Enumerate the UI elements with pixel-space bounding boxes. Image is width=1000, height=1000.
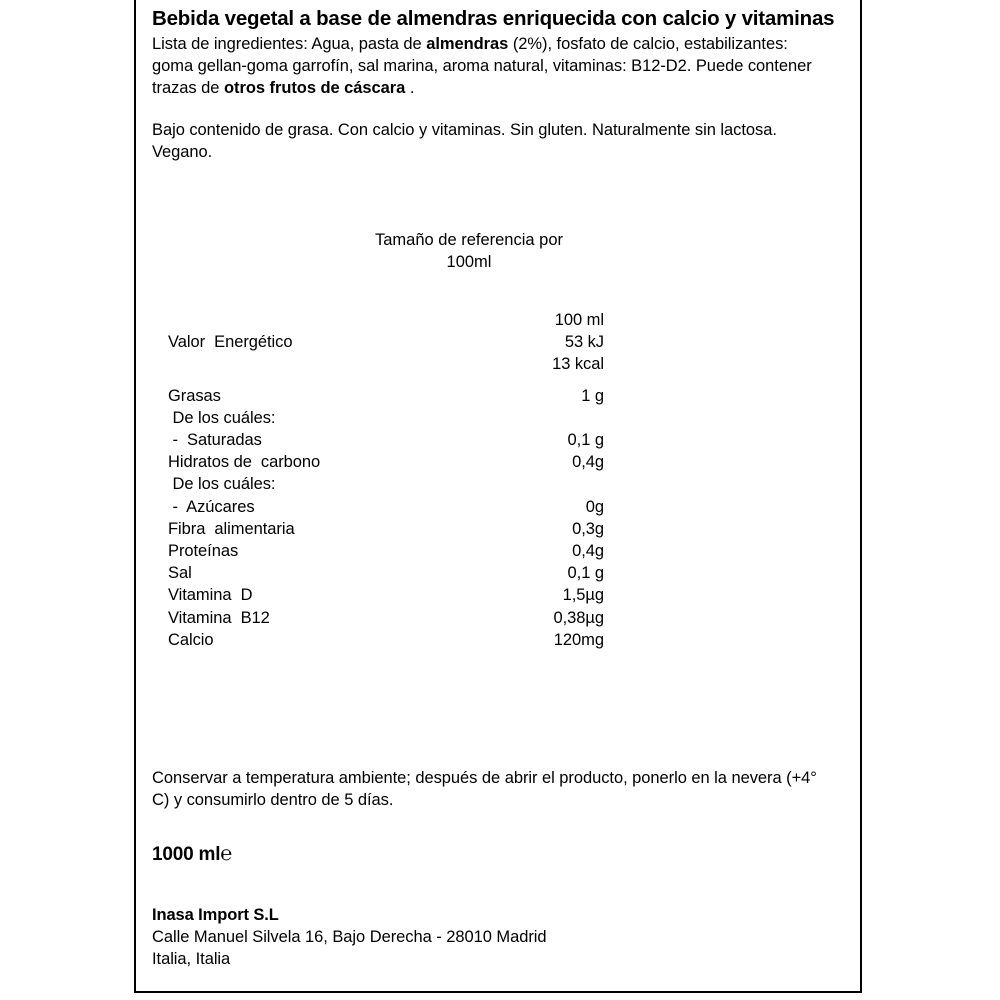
reference-size-line2: 100ml bbox=[446, 252, 492, 271]
ingredients-prefix: Lista de ingredientes: Agua, pasta de bbox=[152, 35, 427, 53]
nutrient-value: 0,4g bbox=[572, 453, 604, 472]
table-row bbox=[152, 451, 604, 473]
nutrient-label: Sal bbox=[168, 564, 192, 583]
ingredients-suffix: . bbox=[405, 78, 415, 97]
company-name: Inasa Import S.L bbox=[152, 906, 279, 924]
table-row bbox=[152, 496, 604, 518]
label-content bbox=[152, 6, 848, 968]
table-row bbox=[152, 629, 604, 651]
nutrient-value: 0,38µg bbox=[553, 608, 604, 627]
net-volume bbox=[152, 842, 848, 867]
ingredients-list bbox=[152, 34, 824, 99]
footer-section bbox=[152, 768, 848, 867]
nutrient-label: - Saturadas bbox=[168, 431, 262, 450]
nutrient-label: De los cuáles: bbox=[168, 475, 276, 494]
company-section bbox=[152, 904, 848, 970]
nutrient-value: 13 kcal bbox=[552, 355, 604, 374]
table-row bbox=[152, 518, 604, 540]
table-row bbox=[152, 385, 604, 407]
table-row bbox=[152, 331, 604, 353]
nutrient-label: Proteínas bbox=[168, 542, 239, 561]
nutrition-spacer-row bbox=[152, 376, 604, 385]
nutrient-value: 120mg bbox=[553, 630, 604, 649]
nutrient-value: 0,3g bbox=[572, 519, 604, 538]
product-claims: Bajo contenido de grasa. Con calcio y vitaminas. Sin gluten. Naturalmente sin lactosa. Vegano. bbox=[152, 121, 777, 162]
nutrient-value: 53 kJ bbox=[564, 333, 604, 352]
storage-instructions: Conservar a temperatura ambiente; después de abrir el producto, ponerlo en la nevera (+4° C) y consumirlo dentro de 5 días. bbox=[152, 769, 817, 809]
nutrition-section bbox=[152, 230, 848, 651]
table-row bbox=[152, 562, 604, 584]
nutrient-label: Hidratos de carbono bbox=[168, 453, 321, 472]
spacer-cell bbox=[152, 376, 458, 385]
nutrient-value bbox=[458, 407, 604, 429]
table-row bbox=[152, 407, 604, 429]
company-country: Italia, Italia bbox=[152, 950, 231, 968]
nutrient-label: Grasas bbox=[168, 386, 221, 405]
nutrient-label: Vitamina B12 bbox=[168, 608, 270, 627]
estimated-sign-icon: ℮ bbox=[220, 842, 233, 865]
nutrient-label: Valor Energético bbox=[168, 333, 293, 352]
spacer-cell bbox=[458, 376, 604, 385]
nutrition-label-panel bbox=[134, 0, 862, 993]
reference-size-header bbox=[259, 230, 679, 273]
nutrient-label: Fibra alimentaria bbox=[168, 519, 295, 538]
table-row bbox=[152, 473, 604, 495]
nutrient-label: De los cuáles: bbox=[168, 408, 276, 427]
nutrient-label: Calcio bbox=[168, 630, 214, 649]
table-row bbox=[152, 584, 604, 606]
nutrition-table bbox=[152, 309, 604, 651]
nutrient-value: 0,1 g bbox=[567, 564, 604, 583]
nutrition-table-body bbox=[152, 309, 604, 651]
nutrient-value: 1 g bbox=[581, 386, 604, 405]
nutrient-value: 1,5µg bbox=[562, 586, 604, 605]
table-row bbox=[152, 353, 604, 375]
nutrient-label bbox=[152, 353, 458, 375]
nutrient-value: 0,4g bbox=[572, 542, 604, 561]
table-row bbox=[152, 607, 604, 629]
product-title: Bebida vegetal a base de almendras enriquecida con calcio y vitaminas bbox=[152, 7, 835, 30]
table-row bbox=[152, 429, 604, 451]
nutrition-header-blank bbox=[152, 309, 458, 331]
nutrition-column-header-row bbox=[152, 309, 604, 331]
company-address: Calle Manuel Silvela 16, Bajo Derecha - 28010 Madrid bbox=[152, 928, 547, 946]
table-row bbox=[152, 540, 604, 562]
ingredients-allergen-almonds: almendras bbox=[426, 35, 509, 53]
nutrient-value bbox=[458, 473, 604, 495]
nutrient-value: 0,1 g bbox=[567, 431, 604, 450]
ingredients-middle: (2%), fosfato de calcio, estabilizantes: goma gellan-goma garrofín, sal marina, aroma natural, vitaminas: B12-D2. Puede contener trazas de bbox=[152, 35, 812, 97]
nutrient-label: - Azúcares bbox=[168, 497, 255, 516]
net-volume-value: 1000 ml bbox=[152, 843, 221, 865]
nutrient-value: 0g bbox=[585, 497, 604, 516]
nutrition-column-header: 100 ml bbox=[554, 311, 604, 329]
reference-size-line1: Tamaño de referencia por bbox=[374, 231, 564, 249]
nutrient-label: Vitamina D bbox=[168, 586, 253, 605]
ingredients-allergen-nuts: otros frutos de cáscara bbox=[223, 78, 406, 97]
